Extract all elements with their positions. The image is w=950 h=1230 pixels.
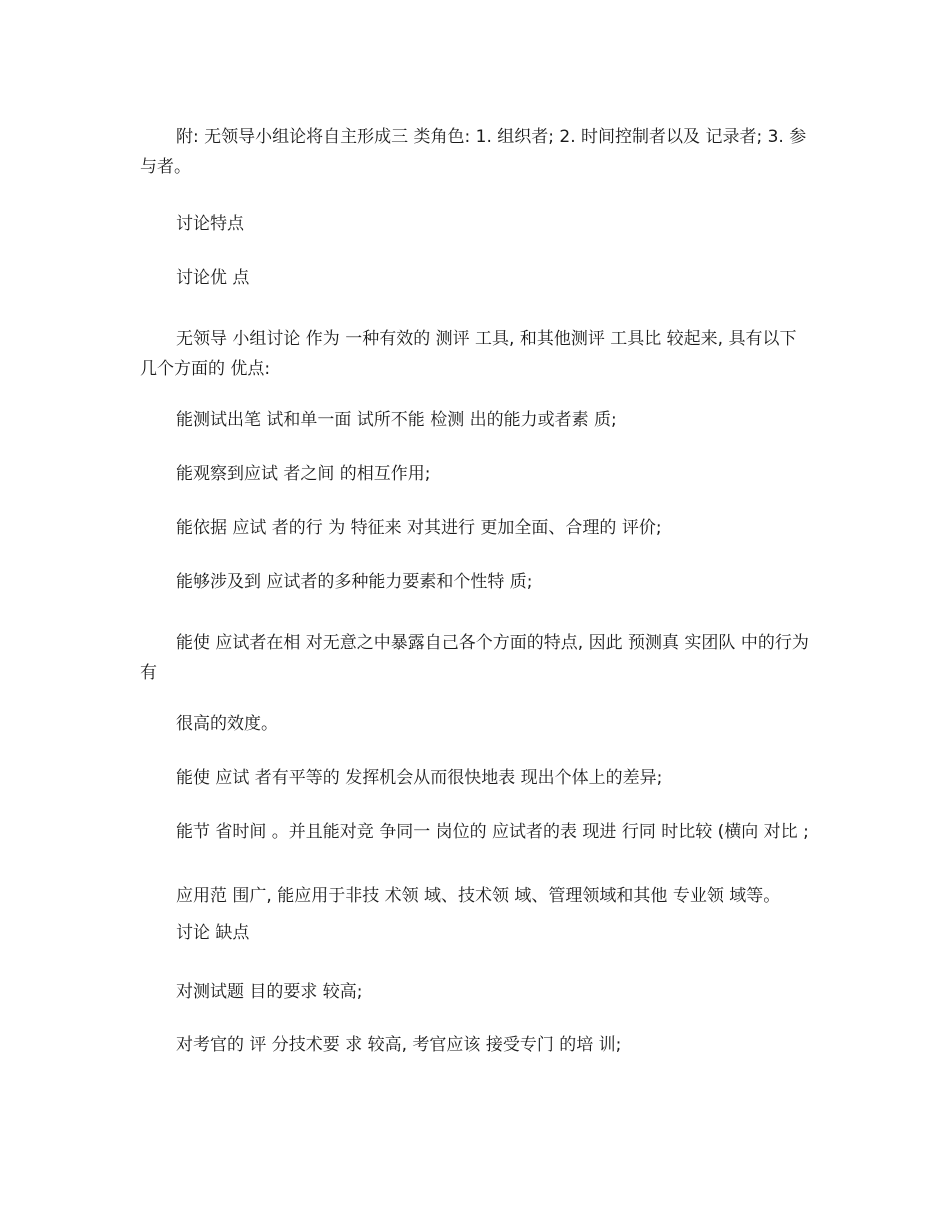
- disadvantage-item-1: 对测试题 目的要求 较高;: [176, 982, 363, 1002]
- advantage-item-5-continued: 很高的效度。: [176, 714, 278, 734]
- advantage-item-3: 能依据 应试 者的行 为 特征来 对其进行 更加全面、合理的 评价;: [176, 518, 662, 538]
- appendix-note-paragraph: 附: 无领导小组论将自主形成三 类角色: 1. 组织者; 2. 时间控制者以及 记录者; 3. 参与者。: [140, 127, 807, 177]
- advantage-item-1: 能测试出笔 试和单一面 试所不能 检测 出的能力或者素 质;: [176, 410, 617, 430]
- disadvantage-item-2: 对考官的 评 分技术要 求 较高, 考官应该 接受专门 的培 训;: [176, 1035, 622, 1055]
- advantage-item-4: 能够涉及到 应试者的多种能力要素和个性特 质;: [176, 572, 533, 592]
- advantages-intro-paragraph: 无领导 小组讨论 作为 一种有效的 测评 工具, 和其他测评 工具比 较起来, 具有以下几个方面的 优点:: [140, 329, 797, 379]
- advantage-item-2: 能观察到应试 者之间 的相互作用;: [176, 464, 431, 484]
- advantage-item-8: 应用范 围广, 能应用于非技 术领 域、技术领 域、管理领域和其他 专业领 域等。: [176, 886, 781, 906]
- section-heading-features: 讨论特点: [176, 214, 244, 234]
- advantage-item-6: 能使 应试 者有平等的 发挥机会从而很快地表 现出个体上的差异;: [176, 768, 663, 788]
- advantage-item-5: 能使 应试者在相 对无意之中暴露自己各个方面的特点, 因此 预测真 实团队 中的行为有: [140, 633, 809, 683]
- advantage-item-7: 能节 省时间 。并且能对竞 争同一 岗位的 应试者的表 现进 行同 时比较 (横向 对比 ;: [176, 822, 809, 842]
- section-heading-disadvantages: 讨论 缺点: [176, 923, 250, 943]
- section-heading-advantages: 讨论优 点: [176, 268, 250, 288]
